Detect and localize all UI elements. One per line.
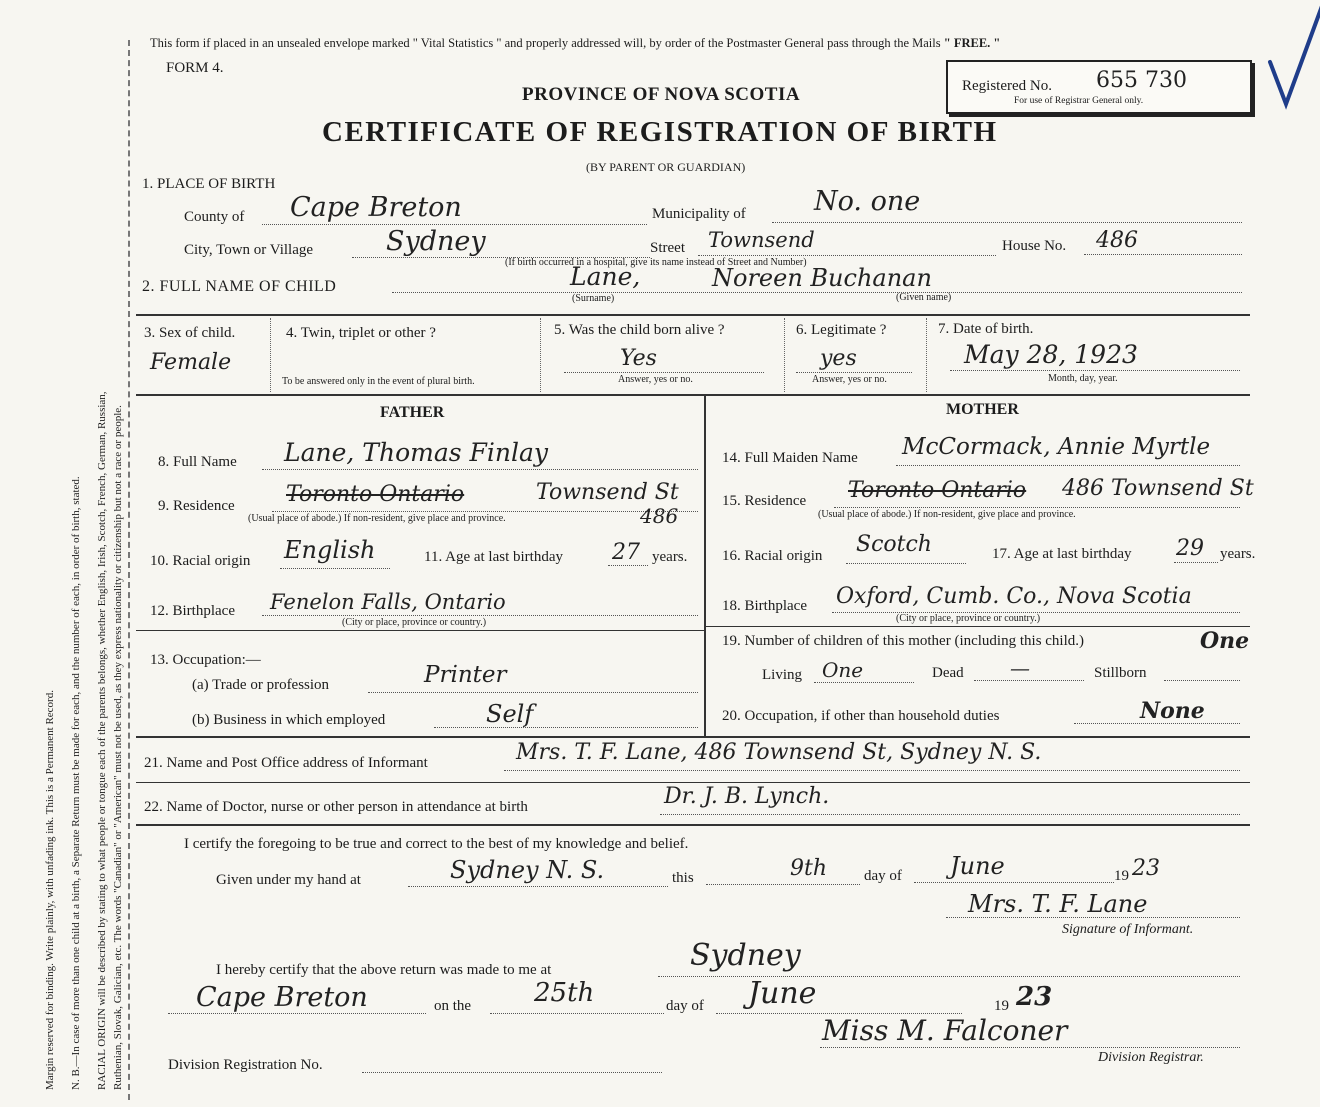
mother-residence-label: 15. Residence (722, 493, 807, 509)
mother-residence-note: (Usual place of abode.) If non-resident, give place and province. (818, 509, 1076, 520)
province-heading: PROVINCE OF NOVA SCOTIA (522, 84, 801, 105)
mother-racial-value: Scotch (856, 532, 932, 557)
father-business-value: Self (486, 700, 534, 728)
given-name-note: (Given name) (896, 292, 952, 303)
municipality-value: No. one (814, 186, 921, 217)
twin-note: To be answered only in the event of plural birth. (282, 376, 475, 387)
certificate-subtitle: (BY PARENT OR GUARDIAN) (586, 160, 746, 174)
doctor-value: Dr. J. B. Lynch. (664, 784, 830, 809)
father-residence-label: 9. Residence (158, 498, 235, 514)
box-mid-rule (136, 394, 1250, 396)
registrar-year-value: 23 (1016, 982, 1053, 1012)
doctor-label: 22. Name of Doctor, nurse or other person in attendance at birth (144, 799, 528, 815)
mother-age-label: 17. Age at last birthday (992, 546, 1132, 562)
informant-signature: Mrs. T. F. Lane (968, 890, 1148, 918)
parents-bottom-rule (136, 736, 1250, 738)
postal-note-text: This form if placed in an unsealed envelope marked " Vital Statistics " and properly addressed will, by order of the Postmaster General pass through the Mails (150, 36, 941, 50)
dob-note: Month, day, year. (1048, 373, 1118, 384)
registrar-statement: I hereby certify that the above return was made to me at (216, 962, 552, 978)
father-residence-struck: Toronto Ontario (286, 482, 465, 507)
form-number: FORM 4. (166, 60, 224, 76)
mother-racial-label: 16. Racial origin (722, 548, 823, 564)
dob-label: 7. Date of birth. (938, 321, 1034, 337)
given-day-value: 9th (790, 856, 828, 881)
given-under-label: Given under my hand at (216, 872, 361, 888)
father-birthplace-rule (136, 630, 704, 631)
mother-name-value: McCormack, Annie Myrtle (902, 434, 1211, 460)
street-label: Street (650, 240, 685, 256)
mother-occupation-label: 20. Occupation, if other than household duties (722, 708, 1000, 724)
given-place-value: Sydney N. S. (450, 856, 605, 884)
given-day-of-label: day of (864, 868, 902, 884)
mother-children-value: One (1200, 628, 1250, 654)
house-value: 486 (1096, 228, 1138, 253)
surname-note: (Surname) (572, 293, 615, 304)
registration-note: For use of Registrar General only. (1014, 96, 1144, 106)
father-birthplace-label: 12. Birthplace (150, 603, 235, 619)
mother-heading: MOTHER (946, 401, 1019, 418)
certify-statement: I certify the foregoing to be true and correct to the best of my knowledge and belief. (184, 836, 689, 852)
sex-value: Female (150, 350, 232, 375)
registrar-year-prefix: 19 (994, 998, 1009, 1014)
informant-signature-label: Signature of Informant. (1062, 922, 1194, 937)
place-of-birth-label: 1. PLACE OF BIRTH (142, 176, 276, 192)
mother-occupation-value: None (1140, 698, 1205, 724)
registrar-day-of-label: day of (666, 998, 704, 1014)
registrar-on-the-label: on the (434, 998, 472, 1014)
alive-note: Answer, yes or no. (618, 374, 693, 385)
margin-note-nb: N. B.—In case of more than one child at a birth, a Separate Return must be made for each, and the number of each, in order of birth, stated. (70, 476, 82, 1090)
postal-free: " FREE. " (943, 36, 1001, 50)
father-name-label: 8. Full Name (158, 454, 237, 470)
parents-divider (704, 396, 706, 736)
father-residence-number: 486 (640, 504, 679, 528)
check-mark-icon (1266, 2, 1320, 112)
county-label: County of (184, 209, 245, 225)
mother-birthplace-note: (City or place, province or country.) (896, 613, 1041, 624)
father-birthplace-value: Fenelon Falls, Ontario (270, 590, 506, 614)
dob-value: May 28, 1923 (964, 340, 1138, 369)
father-birthplace-note: (City or place, province or country.) (342, 617, 487, 628)
margin-note-racial-2: Ruthenian, Slovak, Galician, etc. The words "Canadian" or "American" must not be used, as they express nationality or citizenship but not a race or people. (112, 405, 124, 1090)
mother-living-label: Living (762, 667, 802, 683)
registrar-division-value: Cape Breton (196, 982, 368, 1013)
registration-label: Registered No. (962, 78, 1052, 94)
mother-dead-value: — (1010, 656, 1030, 680)
father-racial-label: 10. Racial origin (150, 553, 251, 569)
child-surname: Lane, (570, 262, 641, 291)
alive-value: Yes (620, 346, 657, 371)
division-registration-label: Division Registration No. (168, 1057, 323, 1073)
father-heading: FATHER (380, 404, 445, 421)
city-value: Sydney (386, 226, 486, 257)
street-note: (If birth occurred in a hospital, give its name instead of Street and Number) (505, 257, 807, 268)
alive-label: 5. Was the child born alive ? (554, 322, 725, 338)
father-business-label: (b) Business in which employed (192, 712, 386, 728)
certificate-title: CERTIFICATE OF REGISTRATION OF BIRTH (322, 116, 998, 148)
registrar-month-value: June (748, 976, 817, 1011)
box-top-rule (136, 314, 1250, 316)
given-month-value: June (950, 852, 1005, 880)
father-occupation-label: 13. Occupation:— (150, 652, 261, 668)
legitimate-note: Answer, yes or no. (812, 374, 887, 385)
child-given-name: Noreen Buchanan (712, 264, 932, 292)
given-year-prefix: 19 (1114, 868, 1129, 884)
legitimate-label: 6. Legitimate ? (796, 322, 887, 338)
house-label: House No. (1002, 238, 1067, 254)
sex-label: 3. Sex of child. (144, 325, 236, 341)
municipality-label: Municipality of (652, 206, 746, 222)
registrar-signature-label: Division Registrar. (1098, 1050, 1204, 1065)
city-label: City, Town or Village (184, 242, 314, 258)
registration-box (946, 60, 1252, 114)
registrar-signature: Miss M. Falconer (822, 1014, 1068, 1047)
father-age-value: 27 (612, 540, 640, 565)
father-name-value: Lane, Thomas Finlay (284, 438, 548, 467)
mother-age-years: years. (1220, 546, 1256, 562)
mother-residence-struck: Toronto Ontario (848, 478, 1027, 503)
mother-birthplace-label: 18. Birthplace (722, 598, 807, 614)
father-residence-value: Townsend St (536, 480, 679, 505)
county-value: Cape Breton (290, 192, 462, 223)
street-value: Townsend (708, 228, 815, 252)
registrar-day-value: 25th (534, 978, 595, 1008)
informant-label: 21. Name and Post Office address of Informant (144, 755, 428, 771)
father-residence-note: (Usual place of abode.) If non-resident, give place and province. (248, 513, 506, 524)
father-trade-value: Printer (424, 662, 507, 688)
registration-number: 655 730 (1096, 68, 1187, 93)
postal-note (150, 36, 1000, 51)
margin-divider (128, 40, 130, 1100)
this-label: this (672, 870, 694, 886)
given-year-value: 23 (1132, 856, 1160, 881)
informant-value: Mrs. T. F. Lane, 486 Townsend St, Sydney N. S. (516, 740, 1042, 765)
mother-name-label: 14. Full Maiden Name (722, 450, 858, 466)
mother-residence-value: 486 Townsend St (1062, 476, 1254, 501)
twin-label: 4. Twin, triplet or other ? (286, 325, 436, 341)
father-trade-label: (a) Trade or profession (192, 677, 330, 693)
margin-note-racial-1: RACIAL ORIGIN will be described by stating to what people or tongue each of the parents belongs, whether English, Irish, Scotch, French, German, Russian, (96, 391, 108, 1090)
mother-dead-label: Dead (932, 665, 964, 681)
mother-living-value: One (822, 658, 864, 682)
mother-birthplace-rule (706, 626, 1250, 627)
father-racial-value: English (284, 536, 376, 564)
mother-stillborn-label: Stillborn (1094, 665, 1147, 681)
mother-birthplace-value: Oxford, Cumb. Co., Nova Scotia (836, 584, 1192, 609)
father-age-years: years. (652, 549, 688, 565)
mother-age-value: 29 (1176, 536, 1204, 561)
mother-children-label: 19. Number of children of this mother (including this child.) (722, 633, 1085, 649)
registrar-place-value: Sydney (690, 938, 801, 973)
margin-note-binding: Margin reserved for binding. Write plainly, with unfading ink. This is a Permanent Record. (44, 690, 56, 1090)
father-age-label: 11. Age at last birthday (424, 549, 563, 565)
child-name-label: 2. FULL NAME OF CHILD (142, 278, 337, 295)
legitimate-value: yes (820, 346, 857, 371)
